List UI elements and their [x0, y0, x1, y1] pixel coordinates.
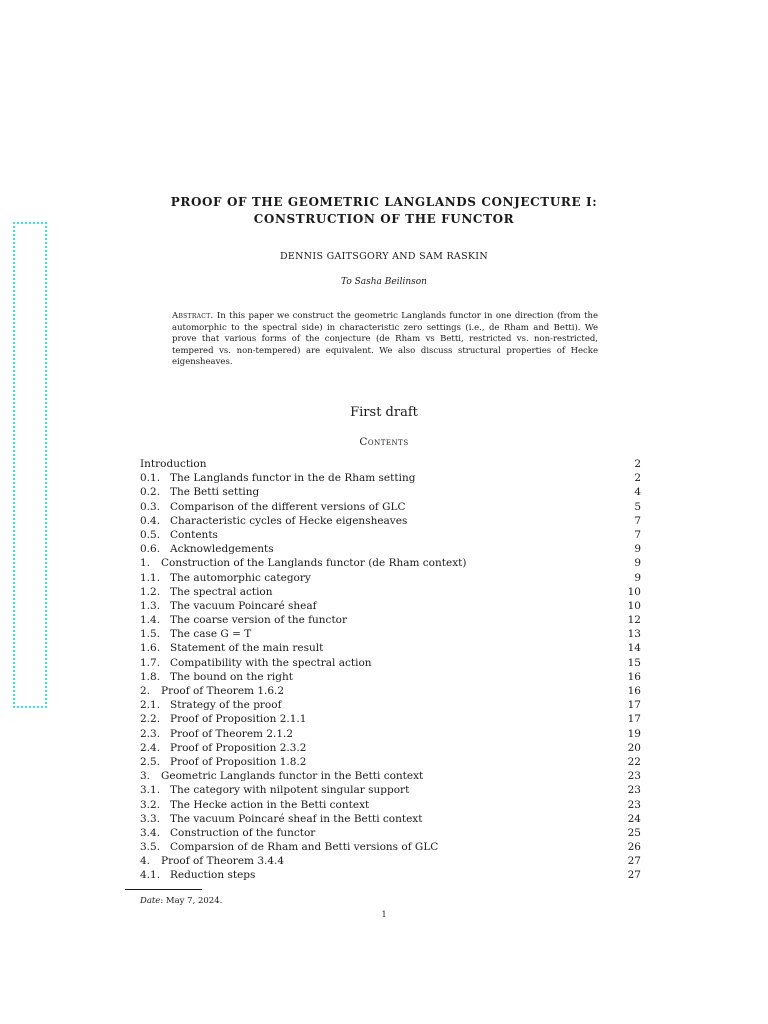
toc-entry[interactable] — [140, 826, 641, 840]
paper-title-line-2: CONSTRUCTION OF THE FUNCTOR — [253, 212, 515, 226]
toc-entry-number: 1.6. — [140, 642, 161, 655]
abstract-label: Abstract. — [172, 311, 214, 321]
toc-entry-title: Introduction — [140, 458, 207, 470]
toc-entry-page: 2 — [634, 472, 641, 485]
toc-entry-title: Proof of Proposition 2.1.1 — [170, 713, 307, 726]
toc-entry-page: 15 — [627, 656, 641, 669]
toc-entry-number: 1.5. — [140, 628, 161, 641]
paper-title-line-1: PROOF OF THE GEOMETRIC LANGLANDS CONJECTURE I: — [170, 195, 598, 209]
toc-entry-page: 4 — [634, 486, 641, 499]
toc-entry-number: 4.1. — [140, 869, 161, 882]
toc-entry-page: 10 — [627, 585, 641, 598]
toc-entry-number: 3.2. — [140, 798, 161, 811]
toc-entry-number: 2.1. — [140, 699, 161, 712]
toc-entry[interactable] — [140, 485, 641, 499]
toc-entry[interactable] — [140, 868, 641, 882]
toc-entry-page: 23 — [627, 784, 641, 797]
toc-entry-number: 4. — [140, 855, 151, 868]
toc-entry[interactable] — [140, 798, 641, 812]
toc-entry[interactable] — [140, 670, 641, 684]
toc-entry-number: 3.4. — [140, 826, 161, 839]
toc-entry-title: Geometric Langlands functor in the Betti context — [161, 770, 424, 783]
toc-entry[interactable] — [140, 571, 641, 585]
toc-entry-number: 3.3. — [140, 812, 161, 825]
toc-entry-title: Proof of Proposition 2.3.2 — [170, 741, 307, 754]
toc-entry-number: 1.3. — [140, 599, 161, 612]
toc-entry[interactable] — [140, 528, 641, 542]
toc-entry-number: 1.4. — [140, 614, 161, 627]
toc-entry-page: 23 — [627, 798, 641, 811]
footnote — [140, 896, 222, 906]
toc-entry-page: 17 — [627, 713, 641, 726]
toc-entry-page: 16 — [627, 670, 641, 683]
draft-label: First draft — [350, 405, 418, 420]
toc-entry-title: The coarse version of the functor — [170, 614, 348, 627]
margin-annotation-box — [13, 222, 47, 708]
toc-entry[interactable] — [140, 727, 641, 741]
abstract-text: In this paper we construct the geometric Langlands functor in one direction (from the automorphic to the spectral side) in characteristic zero settings (i.e., de Rham and Betti). We prove that various forms of the conjecture (de Rham vs Betti, restricted vs. non-restricted, tempered vs. non-tempered) are equivalent. We also discuss structural properties of Hecke eigensheaves. — [172, 311, 599, 367]
footnote-rule — [125, 889, 202, 890]
toc-entry-number: 2.5. — [140, 755, 161, 768]
toc-entry-page: 23 — [627, 770, 641, 783]
table-of-contents — [140, 457, 641, 883]
toc-entry-number: 1. — [140, 557, 151, 570]
footnote-text: : May 7, 2024. — [160, 896, 223, 906]
toc-entry-page: 24 — [627, 812, 641, 825]
toc-entry-page: 14 — [627, 642, 641, 655]
toc-entry[interactable] — [140, 698, 641, 712]
footnote-label: Date — [140, 896, 161, 906]
toc-entry-title: The Hecke action in the Betti context — [170, 798, 370, 811]
toc-entry-page: 9 — [634, 543, 641, 556]
toc-entry-number: 0.6. — [140, 543, 161, 556]
toc-entry-title: The Langlands functor in the de Rham setting — [170, 472, 416, 485]
toc-entry[interactable] — [140, 812, 641, 826]
toc-entry-title: Reduction steps — [170, 869, 256, 882]
toc-entry[interactable] — [140, 500, 641, 514]
toc-entry[interactable] — [140, 712, 641, 726]
toc-entry-page: 2 — [634, 458, 641, 470]
toc-entry-number: 1.7. — [140, 656, 161, 669]
toc-entry[interactable] — [140, 514, 641, 528]
toc-entry-page: 9 — [634, 571, 641, 584]
toc-entry-page: 20 — [627, 741, 641, 754]
toc-entry[interactable] — [140, 627, 641, 641]
toc-entry-number: 1.8. — [140, 670, 161, 683]
toc-entry-page: 22 — [627, 755, 641, 768]
toc-entry-number: 0.5. — [140, 528, 161, 541]
toc-entry-page: 7 — [634, 528, 641, 541]
toc-entry-title: Proof of Theorem 1.6.2 — [161, 685, 285, 697]
toc-entry-page: 10 — [627, 599, 641, 612]
dedication: To Sasha Beilinson — [341, 277, 427, 287]
toc-entry-title: The case G = T — [170, 628, 252, 641]
toc-entry-title: The vacuum Poincaré sheaf — [170, 599, 317, 612]
toc-entry-page: 13 — [627, 628, 641, 641]
toc-entry-title: Proof of Theorem 3.4.4 — [161, 855, 285, 868]
toc-entry-title: The vacuum Poincaré sheaf in the Betti context — [170, 812, 423, 825]
toc-entry-number: 2.3. — [140, 727, 161, 740]
abstract — [172, 311, 598, 369]
toc-entry-number: 0.3. — [140, 500, 161, 513]
toc-entry-number: 3.1. — [140, 784, 161, 797]
toc-entry[interactable] — [140, 613, 641, 627]
toc-entry-page: 25 — [627, 826, 641, 839]
toc-entry[interactable] — [140, 840, 641, 854]
toc-entry-page: 27 — [627, 869, 641, 882]
toc-entry[interactable] — [140, 471, 641, 485]
toc-entry-title: Proof of Proposition 1.8.2 — [170, 755, 307, 768]
toc-entry-number: 0.1. — [140, 472, 161, 485]
toc-entry-page: 12 — [627, 614, 641, 627]
toc-entry-title: Comparsion of de Rham and Betti versions of GLC — [170, 841, 439, 854]
toc-entry[interactable] — [140, 585, 641, 599]
toc-entry-title: Comparison of the different versions of GLC — [170, 500, 406, 513]
toc-entry[interactable] — [140, 684, 641, 698]
authors: DENNIS GAITSGORY AND SAM RASKIN — [280, 251, 488, 262]
toc-entry-page: 9 — [634, 557, 641, 570]
toc-entry-title: The automorphic category — [170, 571, 311, 584]
toc-entry[interactable] — [140, 542, 641, 556]
toc-entry[interactable] — [140, 854, 641, 868]
toc-entry-number: 1.1. — [140, 571, 161, 584]
toc-entry-number: 3.5. — [140, 841, 161, 854]
toc-entry-number: 3. — [140, 770, 151, 783]
toc-entry-page: 5 — [634, 500, 641, 513]
toc-entry-title: Characteristic cycles of Hecke eigensheaves — [170, 514, 408, 527]
toc-entry-title: Construction of the Langlands functor (de Rham context) — [161, 557, 467, 570]
toc-entry-page: 7 — [634, 514, 641, 527]
toc-entry-title: The Betti setting — [170, 486, 260, 499]
toc-entry[interactable] — [140, 599, 641, 613]
toc-entry-page: 27 — [627, 855, 641, 868]
toc-entry-title: Acknowledgements — [170, 543, 274, 556]
toc-entry-page: 17 — [627, 699, 641, 712]
toc-entry-number: 0.2. — [140, 486, 161, 499]
toc-entry-page: 26 — [627, 841, 641, 854]
contents-heading: Contents — [359, 436, 409, 448]
toc-entry-title: Statement of the main result — [170, 642, 324, 655]
page-number: 1 — [381, 910, 387, 919]
toc-entry-title: The spectral action — [170, 585, 273, 598]
toc-entry[interactable] — [140, 656, 641, 670]
toc-entry[interactable] — [140, 556, 641, 570]
toc-entry-title: Proof of Theorem 2.1.2 — [170, 727, 294, 740]
toc-entry-title: Compatibility with the spectral action — [170, 656, 372, 669]
toc-entry[interactable] — [140, 755, 641, 769]
toc-entry-number: 1.2. — [140, 585, 161, 598]
toc-entry-title: The bound on the right — [170, 670, 293, 683]
toc-entry-number: 0.4. — [140, 514, 161, 527]
toc-entry-number: 2.2. — [140, 713, 161, 726]
toc-entry-page: 19 — [627, 727, 641, 740]
toc-entry-title: Strategy of the proof — [170, 699, 282, 712]
toc-entry-title: The category with nilpotent singular support — [170, 784, 410, 797]
toc-entry-title: Construction of the functor — [170, 826, 316, 839]
toc-entry-number: 2.4. — [140, 741, 161, 754]
toc-entry[interactable] — [140, 769, 641, 783]
toc-entry[interactable] — [140, 641, 641, 655]
toc-entry[interactable] — [140, 457, 641, 471]
toc-entry-title: Contents — [170, 528, 218, 541]
toc-entry-number: 2. — [140, 685, 151, 697]
toc-entry[interactable] — [140, 783, 641, 797]
toc-entry-page: 16 — [627, 685, 641, 697]
toc-entry[interactable] — [140, 741, 641, 755]
